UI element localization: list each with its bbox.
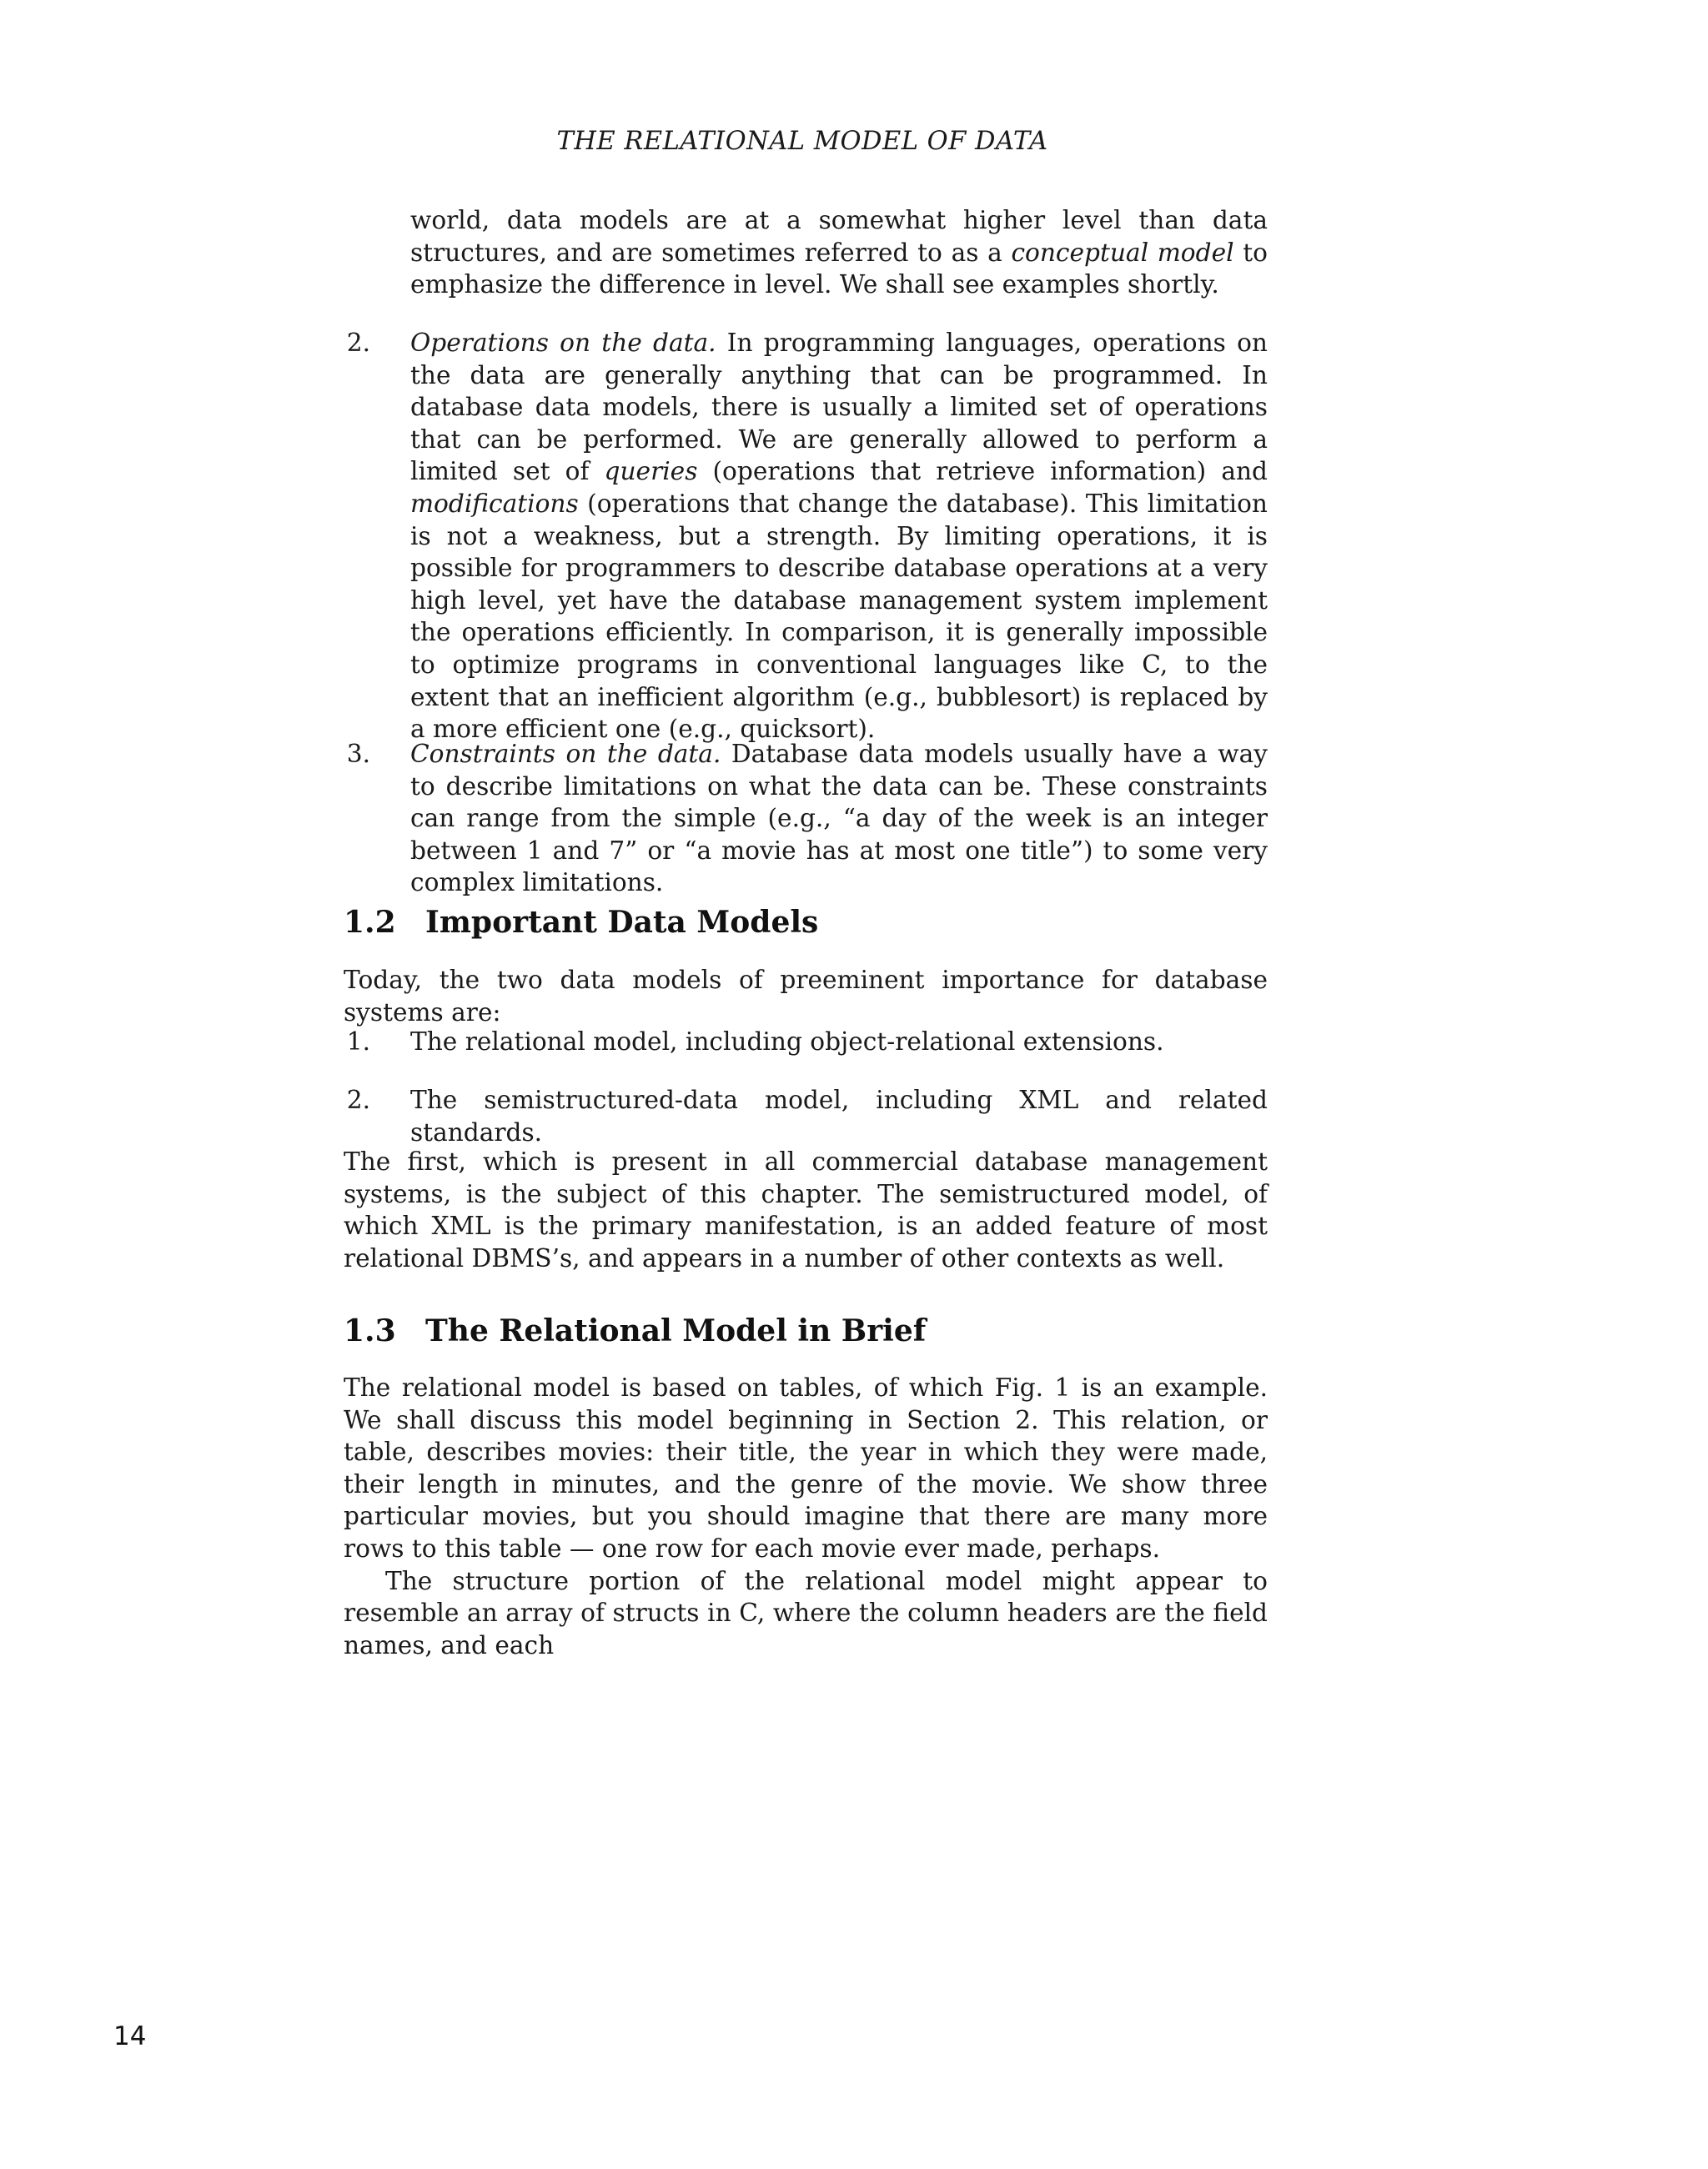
paragraph: The relational model is based on tables, of which Fig. 1 is an example. We shall discuss this model beginning in Section 2. This relation, or table, describes movies: their title, the year in which they were made, their length in minutes, and the genre of the movie. We show three particular movies, but you should imagine that there are many more rows to this table — one row for each movie ever made, perhaps. [344, 1373, 1268, 1563]
list-item-body: The semistructured-data model, including XML and related standards. [410, 1086, 1268, 1147]
item-title: Operations on the data. [410, 329, 716, 357]
list-item-body: The relational model, including object-relational extensions. [410, 1027, 1164, 1056]
list-number: 1. [346, 1027, 370, 1056]
list-number: 2. [346, 329, 370, 357]
running-head: THE RELATIONAL MODEL OF DATA [556, 127, 1048, 156]
list-item-body: Constraints on the data. Database data models usually have a way to describe limitations on what the data can be. These constraints can range from the simple (e.g., “a day of the week is an integer between 1 and 7” or “a movie has at most one title”) to some very complex limitations. [410, 740, 1268, 897]
section-1-2-intro: Today, the two data models of preeminent importance for database systems are: [344, 966, 1268, 1027]
list-item-body: Operations on the data. In programming languages, operations on the data are generally anything that can be programmed. In database data models, there is usually a limited set of operations that can be performed. We are generally allowed to perform a limited set of queries (operations that retrieve information) and modifications (operations that change the database). This limitation is not a weakness, but a strength. By limiting operations, it is possible for programmers to describe database operations at a very high level, yet have the database management system implement the operations efficiently. In comparison, it is generally impossible to optimize programs in conventional languages like C, to the extent that an inefficient algorithm (e.g., bubblesort) is replaced by a more efficient one (e.g., quicksort). [410, 329, 1268, 744]
section-1-3-body [344, 1372, 1268, 1661]
list-item-operations [346, 327, 1268, 746]
section-heading-1-3 [344, 1313, 926, 1349]
list-number: 2. [346, 1086, 370, 1114]
section-heading-1-2 [344, 904, 818, 941]
paragraph: The structure portion of the relational model might appear to resemble an array of structs in C, where the column headers are the field names, and each [344, 1566, 1268, 1659]
list-item-continuation [377, 204, 1268, 301]
term-conceptual-model: conceptual model [1011, 238, 1234, 267]
list-item-semistructured [346, 1084, 1268, 1148]
page-number: 14 [113, 2021, 147, 2051]
item-title: Constraints on the data. [410, 740, 721, 768]
list-item-body: world, data models are at a somewhat higher level than data structures, and are sometimes referred to as a conceptual model to emphasize the difference in level. We shall see examples shortly. [410, 206, 1268, 299]
section-title: Important Data Models [425, 905, 819, 940]
term-modifications: modifications [410, 489, 579, 518]
section-number: 1.3 [344, 1313, 396, 1348]
section-title: The Relational Model in Brief [425, 1313, 927, 1348]
list-item-relational [346, 1026, 1268, 1058]
term-queries: queries [604, 457, 698, 486]
section-number: 1.2 [344, 905, 396, 940]
list-number: 3. [346, 740, 370, 768]
section-1-2-paragraph: The first, which is present in all commercial database management systems, is the subject of this chapter. The semistructured model, of which XML is the primary manifestation, is an added feature of most relational DBMS’s, and appears in a number of other contexts as well. [344, 1147, 1268, 1273]
list-item-constraints [346, 738, 1268, 899]
